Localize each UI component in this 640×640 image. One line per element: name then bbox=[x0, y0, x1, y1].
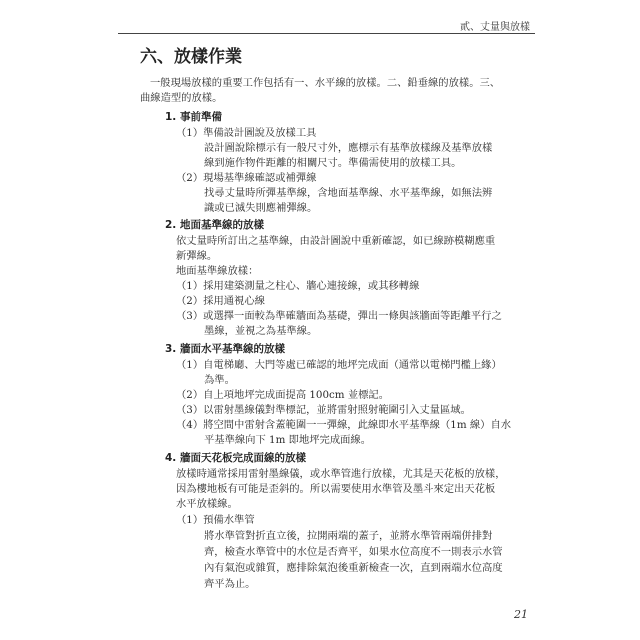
body-line: （1）自電梯廳、大門等處已確認的地坪完成面（通常以電梯門檻上緣） bbox=[176, 359, 502, 371]
body-line: （1）採用建築測量之柱心、牆心連接線，或其移轉線 bbox=[176, 280, 420, 292]
body-line: 墨線，並視之為基準線。 bbox=[204, 325, 318, 337]
intro-line: 曲線造型的放樣。 bbox=[140, 92, 223, 104]
body-line: 平基準線向下 1m 即地坪完成面線。 bbox=[204, 434, 372, 446]
body-line: 設計圖說除標示有一般尺寸外，應標示有基準放樣線及基準放樣 bbox=[204, 142, 493, 154]
body-line: 水平放樣線。 bbox=[176, 498, 238, 510]
body-line: （1）準備設計圖說及放樣工具 bbox=[176, 127, 317, 139]
body-line: （2）現場基準線確認或補彈線 bbox=[176, 172, 317, 184]
body-line: 新彈線。 bbox=[176, 250, 218, 262]
body-line: 齊平為止。 bbox=[204, 578, 256, 590]
body-line: 將水準管對折直立後，拉開兩端的蓋子，並將水準管兩端併排對 bbox=[204, 530, 493, 542]
body-line: 依丈量時所訂出之基準線，由設計圖說中重新確認，如已線跡模糊應重 bbox=[176, 235, 496, 247]
body-line: 放樣時通常採用雷射墨線儀，或水準管進行放樣，尤其是天花板的放樣， bbox=[176, 468, 506, 480]
body-line: 因為樓地板有可能是歪斜的。所以需要使用水準管及墨斗來定出天花板 bbox=[176, 483, 496, 495]
header-rule bbox=[118, 33, 535, 34]
body-line: 找尋丈量時所彈基準線，含地面基準線、水平基準線，如無法辨 bbox=[204, 187, 493, 199]
body-line: （1）預備水準管 bbox=[176, 514, 255, 526]
heading-wall-level-line: 3. 牆面水平基準線的放樣 bbox=[165, 343, 285, 355]
body-line: 齊，檢查水準管中的水位是否齊平，如果水位高度不一則表示水管 bbox=[204, 546, 503, 558]
intro-line: 一般現場放樣的重要工作包括有一、水平線的放樣。二、鉛垂線的放樣。三、 bbox=[150, 77, 501, 89]
body-line: （3）以雷射墨線儀對準標記，並將雷射照射範圍引入丈量區域。 bbox=[176, 404, 471, 416]
body-line: 識或已滅失則應補彈線。 bbox=[204, 202, 318, 214]
body-line: 線到施作物件距離的相關尺寸。準備需使用的放樣工具。 bbox=[204, 157, 462, 169]
body-line: 地面基準線放樣： bbox=[176, 265, 259, 277]
body-line: （3）或選擇一面較為準確牆面為基礎，彈出一條與該牆面等距離平行之 bbox=[176, 310, 502, 322]
heading-ceiling-line: 4. 牆面天花板完成面線的放樣 bbox=[165, 452, 306, 464]
heading-floor-baseline: 2. 地面基準線的放樣 bbox=[165, 219, 264, 231]
running-header: 貳、丈量與放樣 bbox=[460, 22, 530, 33]
body-line: （2）自上項地坪完成面提高 100cm 並標記。 bbox=[176, 389, 390, 401]
body-line: 為準。 bbox=[204, 374, 235, 386]
body-line: 內有氣泡或雜質，應排除氣泡後重新檢查一次，直到兩端水位高度 bbox=[204, 562, 503, 574]
body-line: （4）將空間中雷射含蓋範圍一一彈線，此線即水平基準線（1m 線）自水 bbox=[176, 419, 512, 431]
section-title: 六、放樣作業 bbox=[140, 47, 242, 67]
heading-preparation: 1. 事前準備 bbox=[165, 111, 222, 123]
page-number: 21 bbox=[514, 608, 528, 621]
body-line: （2）採用通視心線 bbox=[176, 295, 265, 307]
